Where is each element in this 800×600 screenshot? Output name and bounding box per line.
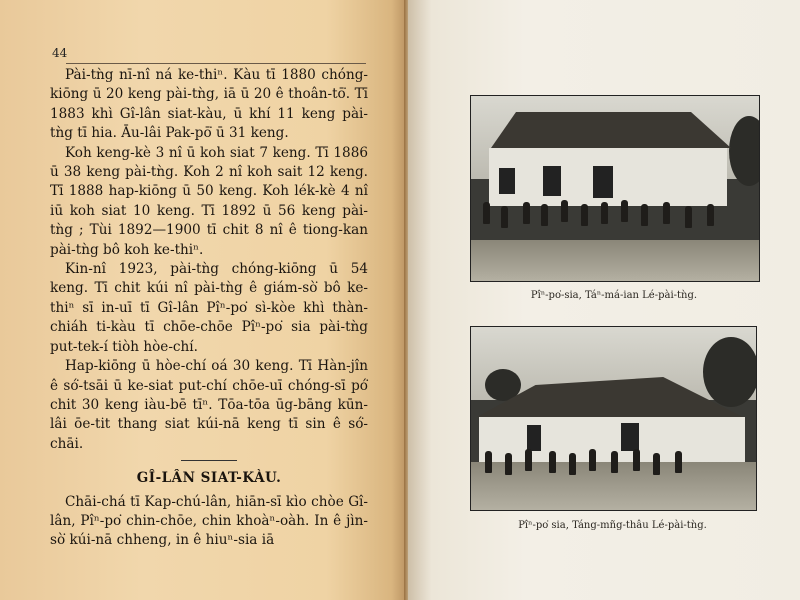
church-photo-1 — [470, 95, 760, 282]
photo-person — [523, 202, 530, 224]
photo-person — [485, 451, 492, 473]
photo-person — [541, 204, 548, 226]
photo-person — [707, 204, 714, 226]
photo-caption: Pîⁿ-po͘-sia, Táⁿ-má-ian Lé-pài-tǹg. — [530, 290, 698, 301]
photo-person — [501, 206, 508, 228]
photo-person — [653, 453, 660, 475]
body-text — [50, 66, 368, 551]
photo-person — [525, 449, 532, 471]
photo-window — [543, 166, 561, 196]
photo-roof — [481, 112, 731, 148]
photo-person — [581, 204, 588, 226]
paragraph: Pài-tǹg nī-nî ná ke-thiⁿ. Kàu tī 1880 chóng-kiōng ū 20 keng pài-tǹg, iā ū 20 ê thoân-tō͘. Tī 1883 khì Gî-lân siat-kàu, ū khí 11 keng pài-tǹg tī hia. Āu-lâi Pak-pō͘ ū 31 keng. — [50, 67, 368, 142]
church-photo-2 — [470, 326, 757, 511]
photo-tree — [703, 337, 757, 407]
right-page — [408, 0, 800, 600]
photo-person — [611, 451, 618, 473]
photo-person — [589, 449, 596, 471]
section-divider — [181, 460, 237, 461]
page-number: 44 — [52, 46, 68, 60]
photo-window — [527, 425, 541, 451]
photo-person — [561, 200, 568, 222]
paragraph: Chāi-chá tī Kap-chú-lân, hiān-sī kìo chòe Gî-lân, Pîⁿ-po͘ chin-chōe, chin khoàⁿ-oàh. In ê jìn-sò͘ kúi-nā chheng, in ê hiuⁿ-sia iā — [50, 493, 368, 549]
paragraph: Hap-kiōng ū hòe-chí oá 30 keng. Tī Hàn-jîn ê só͘-tsāi ū ke-siat put-chí chōe-uī chóng-sī pó͘ chit 30 keng iàu-bē tīⁿ. Tōa-tōa ūg-bāng kūn-lâi ōe-tit thang siat kúi-nā keng tī sin ê só͘-chāi. — [50, 358, 368, 452]
paragraph: Kin-nî 1923, pài-tǹg chóng-kiōng ū 54 keng. Tī chit kúi nî pài-tǹg ê giám-sò͘ bô ke-thiⁿ sī in-uī tī Gî-lân Pîⁿ-po͘ sì-kòe khì thàn-chiáh ti-kàu tī chōe-chōe Pîⁿ-po͘ sia pài-tǹg put-tek-í tiòh hòe-chí. — [50, 261, 368, 355]
photo-person — [549, 451, 556, 473]
section-heading: GÎ-LÂN SIAT-KÀU. — [136, 470, 282, 487]
photo-person — [663, 202, 670, 224]
photo-person — [505, 453, 512, 475]
photo-person — [483, 202, 490, 224]
photo-person — [641, 204, 648, 226]
paragraph: Koh keng-kè 3 nî ū koh siat 7 keng. Tī 1886 ū 38 keng pài-tǹg. Koh 2 nî koh sait 12 keng. Tī 1888 hap-kiōng ū 50 keng. Koh lék-kè 4 nî iū koh siat 10 keng. Tī 1892 ū 56 keng pài-tǹg ; Tùi 1892—1900 tī chit 8 nî ê tiong-kan pài-tǹg bô koh ke-thiⁿ. — [50, 144, 368, 258]
photo-person — [621, 200, 628, 222]
photo-person — [569, 453, 576, 475]
header-rule — [66, 63, 366, 64]
photo-person — [675, 451, 682, 473]
photo-window — [499, 168, 515, 194]
photo-window — [593, 166, 613, 198]
photo-window — [621, 423, 639, 451]
photo-person — [685, 206, 692, 228]
photo-ground — [471, 240, 759, 281]
photo-person — [601, 202, 608, 224]
photo-caption: Pîⁿ-po͘ sia, Táng-mñg-thâu Lé-pài-tǹg. — [518, 520, 707, 531]
photo-person — [633, 449, 640, 471]
